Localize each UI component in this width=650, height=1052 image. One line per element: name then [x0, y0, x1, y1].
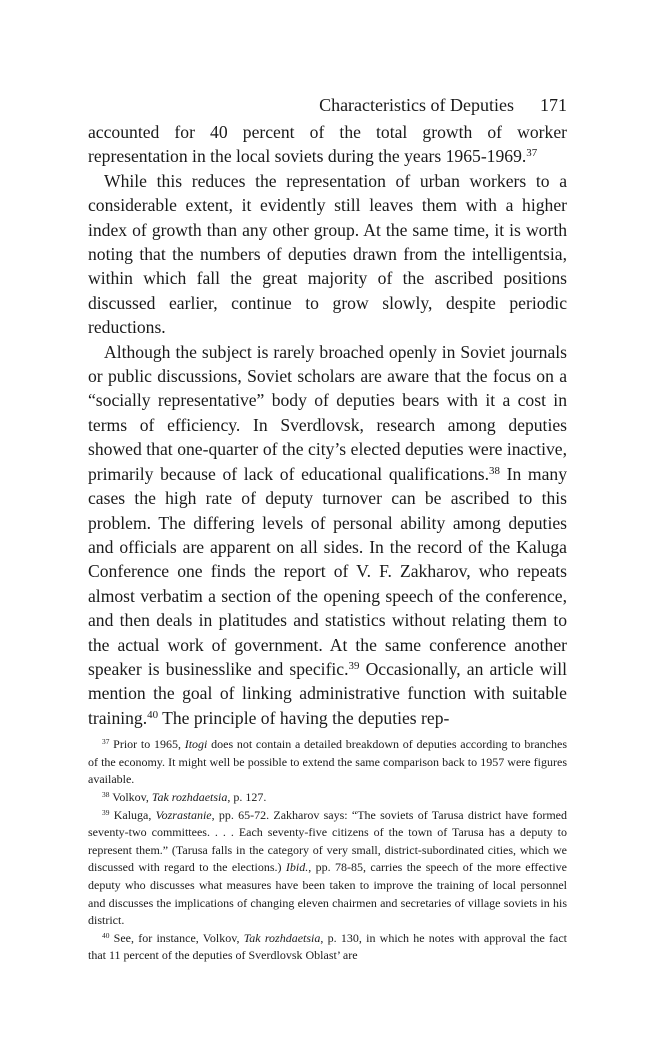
footnote: $^{40}$ See, for instance, Volkov, Tak rozhdaetsia, p. 130, in which he notes with approval the fact that 11 percent of the deputies of Sverdlovsk Oblast’ are — [88, 930, 568, 963]
cited-title: Tak rozhdaetsia — [151, 789, 228, 804]
running-title: Characteristics of Deputies — [319, 95, 514, 115]
cited-title: Itogi — [184, 737, 208, 752]
footnote-number: 38 — [102, 789, 110, 799]
footnote: $^{39}$ Kaluga, Vozrastanie, pp. 65-72. Zakharov says: “The soviets of Tarusa district have formed seventy-two committees. . . . Each seventy-five citizens of the town of Tarusa has a deputy to represent them.” (Tarusa falls in the category of very small, district-subordinated cities, which we discussed with regard to the elections.) Ibid., pp. 78-85, carries the speech of the more effective deputy who discusses what measures have been taken to improve the training of local personnel and discusses the implications of changing eleven chairmen and secretaries of village soviets in his district. — [88, 807, 567, 928]
footnote: $^{38}$ Volkov, Tak rozhdaetsia, p. 127. — [102, 789, 267, 804]
book-page — [88, 92, 567, 965]
cited-title: Vozrastanie — [155, 807, 212, 822]
page-number: 171 — [540, 95, 567, 115]
footnote-number: 40 — [102, 930, 110, 940]
footnote-ref: 37 — [526, 147, 538, 160]
footnote-number: 37 — [102, 737, 110, 747]
footnotes — [88, 736, 567, 965]
paragraph: While this reduces the representation of urban workers to a considerable extent, it evidently still leaves them with a higher index of growth than any other group. At the same time, it is worth noting that the numbers of deputies drawn from the intelligentsia, within which fall the great majority of the ascribed positions discussed earlier, continue to grow slowly, despite periodic reductions. — [88, 170, 567, 338]
footnote: $^{37}$ Prior to 1965, Itogi does not contain a detailed breakdown of deputies according to branches of the economy. It might well be possible to extend the same comparison back to 1957 were figures available. — [88, 737, 568, 787]
footnote-ref: 40 — [147, 708, 159, 721]
cited-title: Tak rozhdaetsia — [243, 930, 321, 945]
footnote-ref: 38 — [489, 464, 500, 477]
footnote-number: 39 — [102, 807, 110, 817]
page-header — [88, 92, 567, 118]
ibid-ref: Ibid. — [285, 860, 309, 875]
body-text — [88, 120, 567, 730]
paragraph: Although the subject is rarely broached openly in Soviet journals or public discussions, Soviet scholars are aware that the focus on a “socially representative” body of deputies bears with it a cost in terms of efficiency. In Sverdlovsk, research among deputies showed that one-quarter of the city’s elected deputies were inactive, primarily because of lack of educational qualifications.$^{38}$ In many cases the high rate of deputy turnover can be ascribed to this problem. The differing levels of personal ability among deputies and officials are apparent on all sides. In the record of the Kaluga Conference one finds the report of V. F. Zakharov, who repeats almost verbatim a section of the opening speech of the conference, and then deals in platitudes and statistics without relating them to the actual work of government. At the same conference another speaker is businesslike and specific.$^{39}$ Occasionally, an article will mention the goal of linking administrative function with suitable training.$^{40}$ The principle of having the deputies rep- — [88, 341, 568, 728]
paragraph: accounted for 40 percent of the total growth of worker representation in the local soviets during the years 1965-1969.37 — [88, 122, 567, 167]
footnote-ref: 39 — [348, 659, 360, 672]
